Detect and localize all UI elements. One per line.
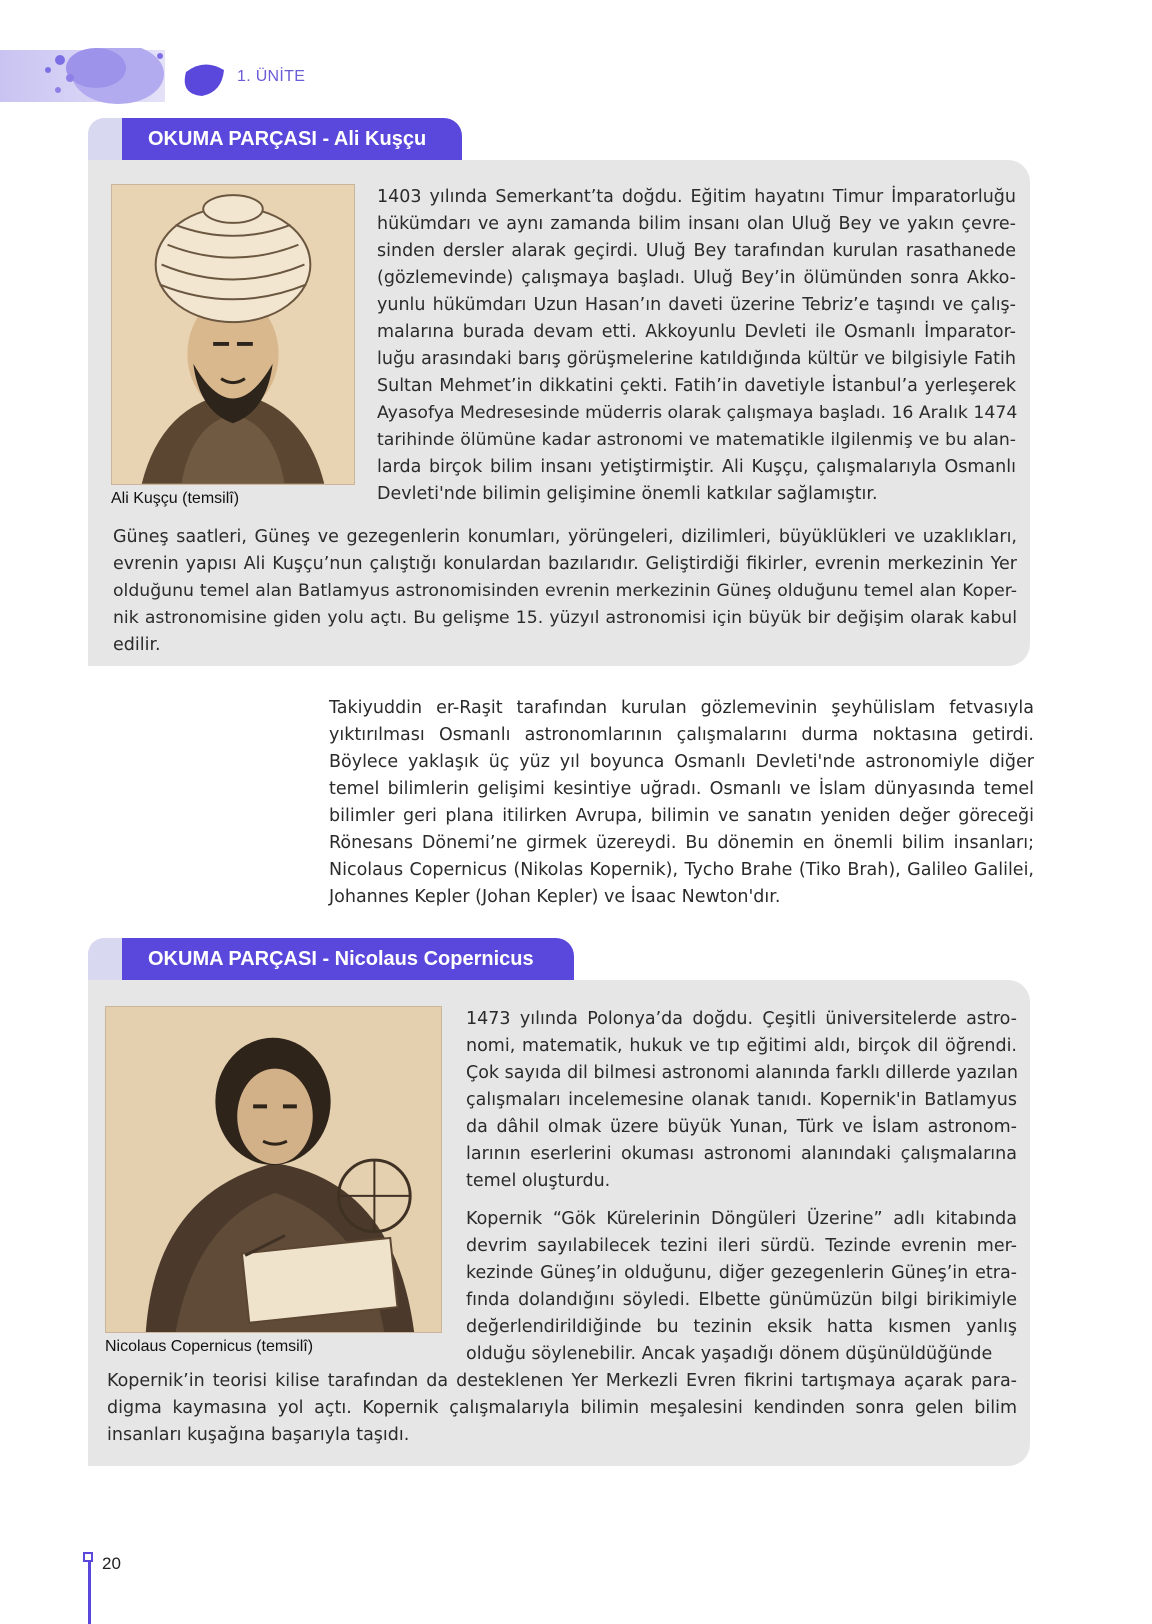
text-line: Kopernik “Gök Kürelerinin Döngüleri Üzerine” adlı kitabında	[466, 1209, 1017, 1229]
text-line: olduğunu temel alan Batlamyus astronomisinden evrenin merkezinin Güneş olduğunu temel alan Koper-	[113, 581, 1017, 601]
text-line: Böylece yaklaşık üç yüz yıl boyunca Osmanlı Devleti'nde astronomiyle diğer	[329, 752, 1034, 772]
copernicus-portrait	[105, 1006, 442, 1333]
text-line: Rönesans Dönemi’ne girmek üzereydi. Bu dönemin en önemli bilim insanları;	[329, 833, 1034, 853]
text-line: sinden dersler alarak geçirdi. Uluğ Bey tarafından kurulan rasathanede	[377, 241, 1016, 261]
text-line: kezinde Güneş’in olduğunu, diğer gezegenlerin Güneş’in etra-	[466, 1263, 1017, 1283]
text-line: evrenin yapısı Ali Kuşçu’nun çalıştığı konulardan bazılarıdır. Geliştirdiği fikirler, evrenin merkezinin Yer	[113, 554, 1017, 574]
reading-title-ali-kuscu: OKUMA PARÇASI - Ali Kuşçu	[122, 118, 462, 160]
text-line: Johannes Kepler (Johan Kepler) ve İsaac Newton'dır.	[329, 887, 781, 907]
text-line: Çok sayıda dil bilmesi astronomi alanında farklı dillerde yazılan	[466, 1063, 1018, 1083]
header-decoration	[0, 48, 240, 106]
text-line: nik astronomisine giden yolu açtı. Bu gelişme 15. yüzyıl astronomisi için büyük bir değişim olarak kabul	[113, 608, 1017, 628]
text-line: edilir.	[113, 635, 161, 655]
text-line: 1473 yılında Polonya’da doğdu. Çeşitli üniversitelerde astro-	[466, 1009, 1017, 1029]
bubble-decoration-icon	[0, 48, 240, 106]
text-line: yıktırılması Osmanlı astronomlarının çalışmalarını durma noktasına getirdi.	[329, 725, 1034, 745]
portrait-astronomer-icon	[106, 1007, 441, 1332]
text-line: insanları kuşağına başarıyla taşıdı.	[107, 1425, 410, 1445]
text-line: 1403 yılında Semerkant’ta doğdu. Eğitim hayatını Timur İmparatorluğu	[377, 187, 1016, 207]
ali-kuscu-caption: Ali Kuşçu (temsilî)	[111, 490, 240, 507]
copernicus-caption: Nicolaus Copernicus (temsilî)	[105, 1338, 314, 1355]
text-line: hükümdarı ve aynı zamanda bilim insanı olan Uluğ Bey ve yakın çevre-	[377, 214, 1016, 234]
text-line: digma kaymasına yol açtı. Kopernik çalışmalarıyla bilimin meşalesini kendinden sonra gelen bilim	[107, 1398, 1017, 1418]
text-line: Takiyuddin er-Raşit tarafından kurulan gözlemevinin şeyhülislam fetvasıyla	[329, 698, 1034, 718]
ali-kuscu-portrait	[111, 184, 355, 485]
portrait-turban-icon	[112, 185, 354, 484]
text-line: Kopernik’in teorisi kilise tarafından da desteklenen Yer Merkezli Evren fikrini tartışmaya açarak para-	[107, 1371, 1017, 1391]
text-line: çalışmaları incelemesine olanak tanıdı. Kopernik'in Batlamyus	[466, 1090, 1017, 1110]
page-number: 20	[102, 1554, 121, 1573]
text-line: devrim sayılabilecek tezini ileri sürdü. Tezinde evrenin mer-	[466, 1236, 1017, 1256]
text-line: Ayasofya Medresesinde müderris olarak çalışmaya başladı. 16 Aralık 1474	[377, 403, 1018, 423]
text-line: temel oluşturdu.	[466, 1171, 611, 1191]
text-line: yunlu hükümdarı Uzun Hasan’ın daveti üzerine Tebriz’e taşındı ve çalış-	[377, 295, 1016, 315]
text-line: nomi, matematik, hukuk ve tıp eğitimi aldı, birçok dil öğrendi.	[466, 1036, 1017, 1056]
text-line: temel bilimlerin gelişimi kesintiye uğradı. Osmanlı ve İslam dünyasında temel	[329, 779, 1034, 799]
text-line: Güneş saatleri, Güneş ve gezegenlerin konumları, yörüngeleri, dizilimleri, büyüklükleri ve uzaklıkları,	[113, 527, 1017, 547]
reading-title-copernicus: OKUMA PARÇASI - Nicolaus Copernicus	[122, 938, 574, 980]
unit-label: 1. ÜNİTE	[237, 68, 306, 85]
text-line: larının eserlerini okuması astronomi alanındaki çalışmalarına	[466, 1144, 1017, 1164]
footer-line	[88, 1562, 91, 1624]
text-line: olduğu söylenebilir. Ancak yaşadığı dönem düşünüldüğünde	[466, 1344, 993, 1364]
footer-marker	[83, 1552, 93, 1562]
text-line: Devleti'nde bilimin gelişimine önemli katkılar sağlamıştır.	[377, 484, 878, 504]
text-line: tarihinde ölümüne kadar astronomi ve matematikle ilgilenmiş ve bu alan-	[377, 430, 1016, 450]
text-line: fında dolandığını söyledi. Elbette günümüzün bilgi birikimiyle	[466, 1290, 1017, 1310]
text-line: luğu arasındaki barış görüşmelerine katıldığında kültür ve bilgisiyle Fatih	[377, 349, 1016, 369]
text-line: Nicolaus Copernicus (Nikolas Kopernik), Tycho Brahe (Tiko Brah), Galileo Galilei,	[329, 860, 1034, 880]
text-line: (gözlemevinde) çalışmaya başladı. Uluğ Bey’in ölümünden sonra Akko-	[377, 268, 1016, 288]
text-line: da dâhil olmak üzere büyük Yunan, Türk ve İslam astronom-	[466, 1117, 1017, 1137]
text-line: larda birçok bilim insanı yetiştirmiştir. Ali Kuşçu, çalışmalarıyla Osmanlı	[377, 457, 1016, 477]
text-line: Sultan Mehmet’in dikkatini çekti. Fatih’in davetiyle İstanbul’a yerleşerek	[377, 376, 1016, 396]
text-line: değerlendirildiğinde bu tezinin eksik hatta kısmen yanlış	[466, 1317, 1017, 1337]
text-line: bilimler geri plana itilirken Avrupa, bilimin ve sanatın yeniden değer göreceği	[329, 806, 1034, 826]
text-line: malarına burada devam etti. Akkoyunlu Devleti ile Osmanlı İmparator-	[377, 322, 1016, 342]
